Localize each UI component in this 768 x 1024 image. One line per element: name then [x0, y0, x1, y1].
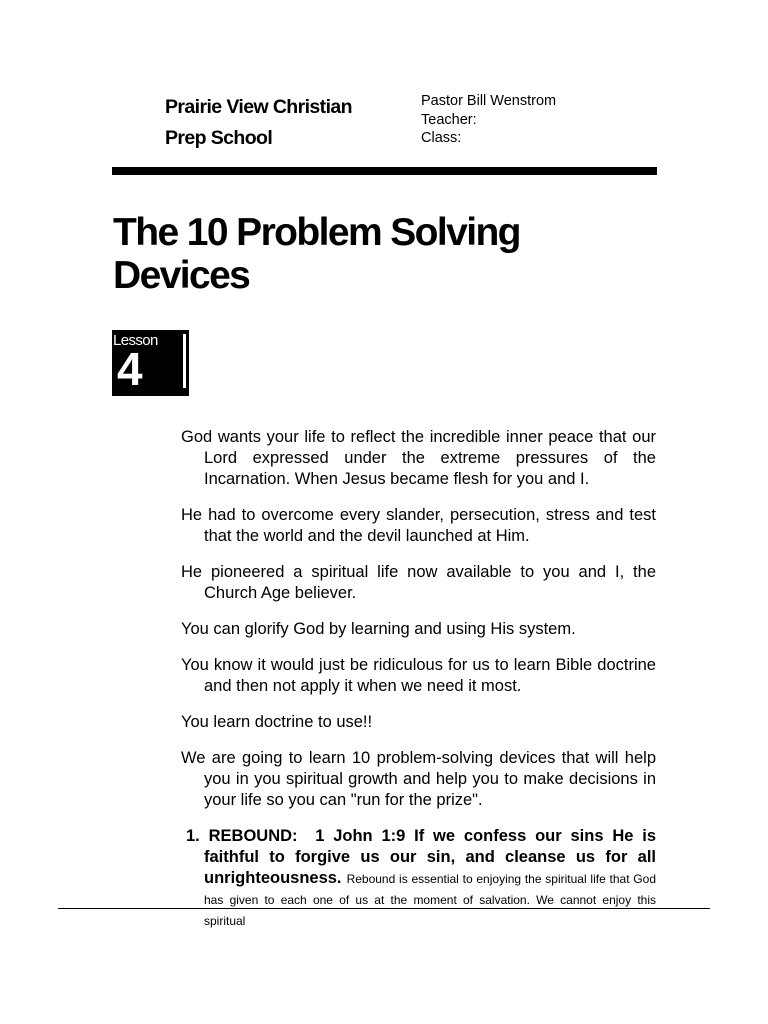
list-item-rebound: [181, 826, 656, 931]
page-title-line2: Devices: [113, 254, 250, 297]
paragraph: He pioneered a spiritual life now available to you and I, the Church Age believer.: [181, 563, 656, 602]
paragraph: We are going to learn 10 problem-solving devices that will help you in you spiritual growth and help you to make decisions in your life so you can "run for the prize".: [181, 749, 656, 809]
paragraph: He had to overcome every slander, persecution, stress and test that the world and the devil launched at Him.: [181, 506, 656, 545]
pastor-name: Pastor Bill Wenstrom: [421, 93, 557, 109]
paragraph: You learn doctrine to use!!: [181, 713, 373, 731]
school-name-line1: Prairie View Christian: [165, 96, 352, 118]
list-item-heading: REBOUND:: [208, 827, 298, 845]
list-item-text: Rebound is essential to enjoying the spiritual life that God has given to each one of us at the moment of salvation. We cannot enjoy this spiritual: [204, 872, 656, 928]
list-item-verse: 1 John 1:9 If we confess our sins He is faithful to forgive us our sin, and cleanse us for all unrighteousness.: [204, 827, 657, 887]
teacher-label: Teacher:: [421, 111, 477, 128]
lesson-badge: [112, 330, 189, 396]
paragraph: You can glorify God by learning and using His system.: [181, 620, 576, 638]
page-bottom-rule: [58, 908, 710, 909]
school-name-line2: Prep School: [165, 127, 273, 149]
lesson-body: [181, 427, 656, 931]
lesson-badge-stripe: [183, 334, 186, 388]
header-divider: [112, 167, 657, 175]
lesson-number: 4: [117, 343, 143, 395]
page-title-line1: The 10 Problem Solving: [113, 211, 520, 254]
paragraph: You know it would just be ridiculous for us to learn Bible doctrine and then not apply it when we need it most.: [181, 656, 656, 695]
page-title: [113, 211, 520, 297]
header-info: [421, 92, 556, 148]
class-label: Class:: [421, 130, 462, 146]
school-name: [165, 92, 352, 154]
lesson-label: Lesson: [113, 332, 158, 349]
list-item-number: 1.: [186, 827, 200, 845]
paragraph: God wants your life to reflect the incredible inner peace that our Lord expressed under the extreme pressures of the Incarnation. When Jesus became flesh for you and I.: [181, 428, 656, 488]
